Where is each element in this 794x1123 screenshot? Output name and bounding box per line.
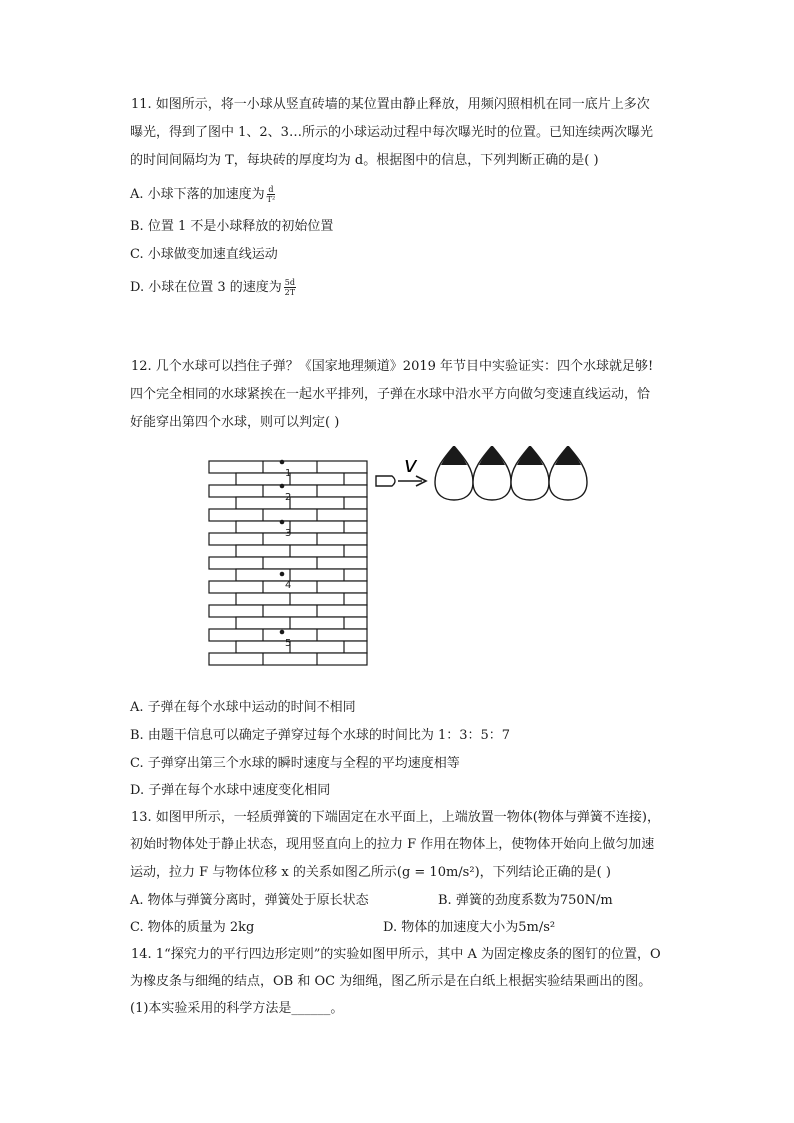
brick-row <box>236 617 367 629</box>
q14-stem-line-2: 为橡皮条与细绳的结点，OB 和 OC 为细绳，图乙所示是在白纸上根据实验结果画出的图。 <box>130 974 652 989</box>
q11-option-a[interactable] <box>130 185 275 204</box>
q12-option-c[interactable]: C. 子弹穿出第三个水球的瞬时速度与全程的平均速度相等 <box>130 756 460 771</box>
brick-row <box>236 473 367 485</box>
q14-stem-line-1: 14. 1“探究力的平行四边形定则”的实验如图甲所示，其中 A 为固定橡皮条的图钉的位置，O <box>131 947 661 962</box>
velocity-label: v <box>404 453 418 478</box>
fraction-numerator: 5d <box>284 278 295 287</box>
ball-position-dot <box>280 520 285 525</box>
q11-option-a-text: A. 小球下落的加速度为 <box>130 187 265 202</box>
brick-row <box>236 545 367 557</box>
ball-position-label: 3 <box>285 528 292 539</box>
water-ball-icon <box>511 446 549 500</box>
q11-option-c[interactable]: C. 小球做变加速直线运动 <box>130 247 278 262</box>
brick-row <box>209 605 367 617</box>
ball-position-dot <box>280 460 285 465</box>
q12-option-a[interactable]: A. 子弹在每个水球中运动的时间不相同 <box>130 700 356 715</box>
q12-stem-line-2: 四个完全相同的水球紧挨在一起水平排列，子弹在水球中沿水平方向做匀变速直线运动，恰 <box>130 387 651 402</box>
brick-row <box>209 509 367 521</box>
brick-row <box>236 569 367 581</box>
q11-stem-line-3: 的时间间隔均为 T，每块砖的厚度均为 d。根据图中的信息，下列判断正确的是( ) <box>130 153 599 168</box>
water-ball-icon <box>435 446 473 500</box>
q13-stem-line-1: 13. 如图甲所示，一轻质弹簧的下端固定在水平面上，上端放置一物体(物体与弹簧不连接)， <box>131 810 660 825</box>
q12-stem-line-1: 12. 几个水球可以挡住子弹？《国家地理频道》2019 年节目中实验证实：四个水球就足够! <box>131 359 654 374</box>
q11-stem-line-2: 曝光，得到了图中 1、2、3…所示的小球运动过程中每次曝光时的位置。已知连续两次曝光 <box>130 125 653 140</box>
q13-option-b[interactable]: B. 弹簧的劲度系数为750N/m <box>438 893 613 908</box>
fraction-denominator: 2T <box>284 288 296 297</box>
q13-stem-line-3: 运动，拉力 F 与物体位移 x 的关系如图乙所示(g = 10m/s²)，下列结论正确的是( ) <box>130 865 611 880</box>
fraction-denominator: T² <box>266 195 276 204</box>
ball-position-label: 5 <box>285 638 292 649</box>
ball-position-label: 1 <box>285 468 292 479</box>
brick-row <box>209 557 367 569</box>
ball-position-dot <box>280 572 285 577</box>
q13-stem-line-2: 初始时物体处于静止状态，现用竖直向上的拉力 F 作用在物体上，使物体开始向上做匀加速 <box>130 837 655 852</box>
q14-stem-line-3: (1)本实验采用的科学方法是______。 <box>130 1001 344 1016</box>
brick-row <box>236 641 367 653</box>
brick-row <box>236 521 367 533</box>
ball-position-dot <box>280 484 285 489</box>
brick-row <box>236 497 367 509</box>
ball-position-label: 2 <box>285 492 292 503</box>
q13-option-a[interactable]: A. 物体与弹簧分离时，弹簧处于原长状态 <box>130 893 369 908</box>
q11-option-d-fraction <box>284 278 296 297</box>
q12-option-b[interactable]: B. 由题干信息可以确定子弹穿过每个水球的时间比为 1：3：5：7 <box>130 728 511 743</box>
ball-position-dot <box>280 630 285 635</box>
fraction-numerator: d <box>268 185 274 194</box>
q11-option-b[interactable]: B. 位置 1 不是小球释放的初始位置 <box>130 219 334 234</box>
ball-position-label: 4 <box>285 580 292 591</box>
brick-row <box>236 593 367 605</box>
q11-option-d[interactable] <box>130 278 296 297</box>
water-ball-icon <box>549 446 587 500</box>
q13-option-c[interactable]: C. 物体的质量为 2kg <box>130 920 255 935</box>
q12-figure <box>200 446 600 676</box>
q12-option-d[interactable]: D. 子弹在每个水球中速度变化相同 <box>130 783 331 798</box>
q11-stem-line-1: 11. 如图所示，将一小球从竖直砖墙的某位置由静止释放，用频闪照相机在同一底片上多次 <box>131 97 650 112</box>
bullet-icon <box>376 476 395 486</box>
q11-option-d-text: D. 小球在位置 3 的速度为 <box>130 280 282 295</box>
q11-option-a-fraction <box>267 185 276 204</box>
water-ball-icon <box>473 446 511 500</box>
brick-row <box>209 653 367 665</box>
q12-stem-line-3: 好能穿出第四个水球，则可以判定( ) <box>130 415 340 430</box>
q13-option-d[interactable]: D. 物体的加速度大小为5m/s² <box>383 920 556 935</box>
